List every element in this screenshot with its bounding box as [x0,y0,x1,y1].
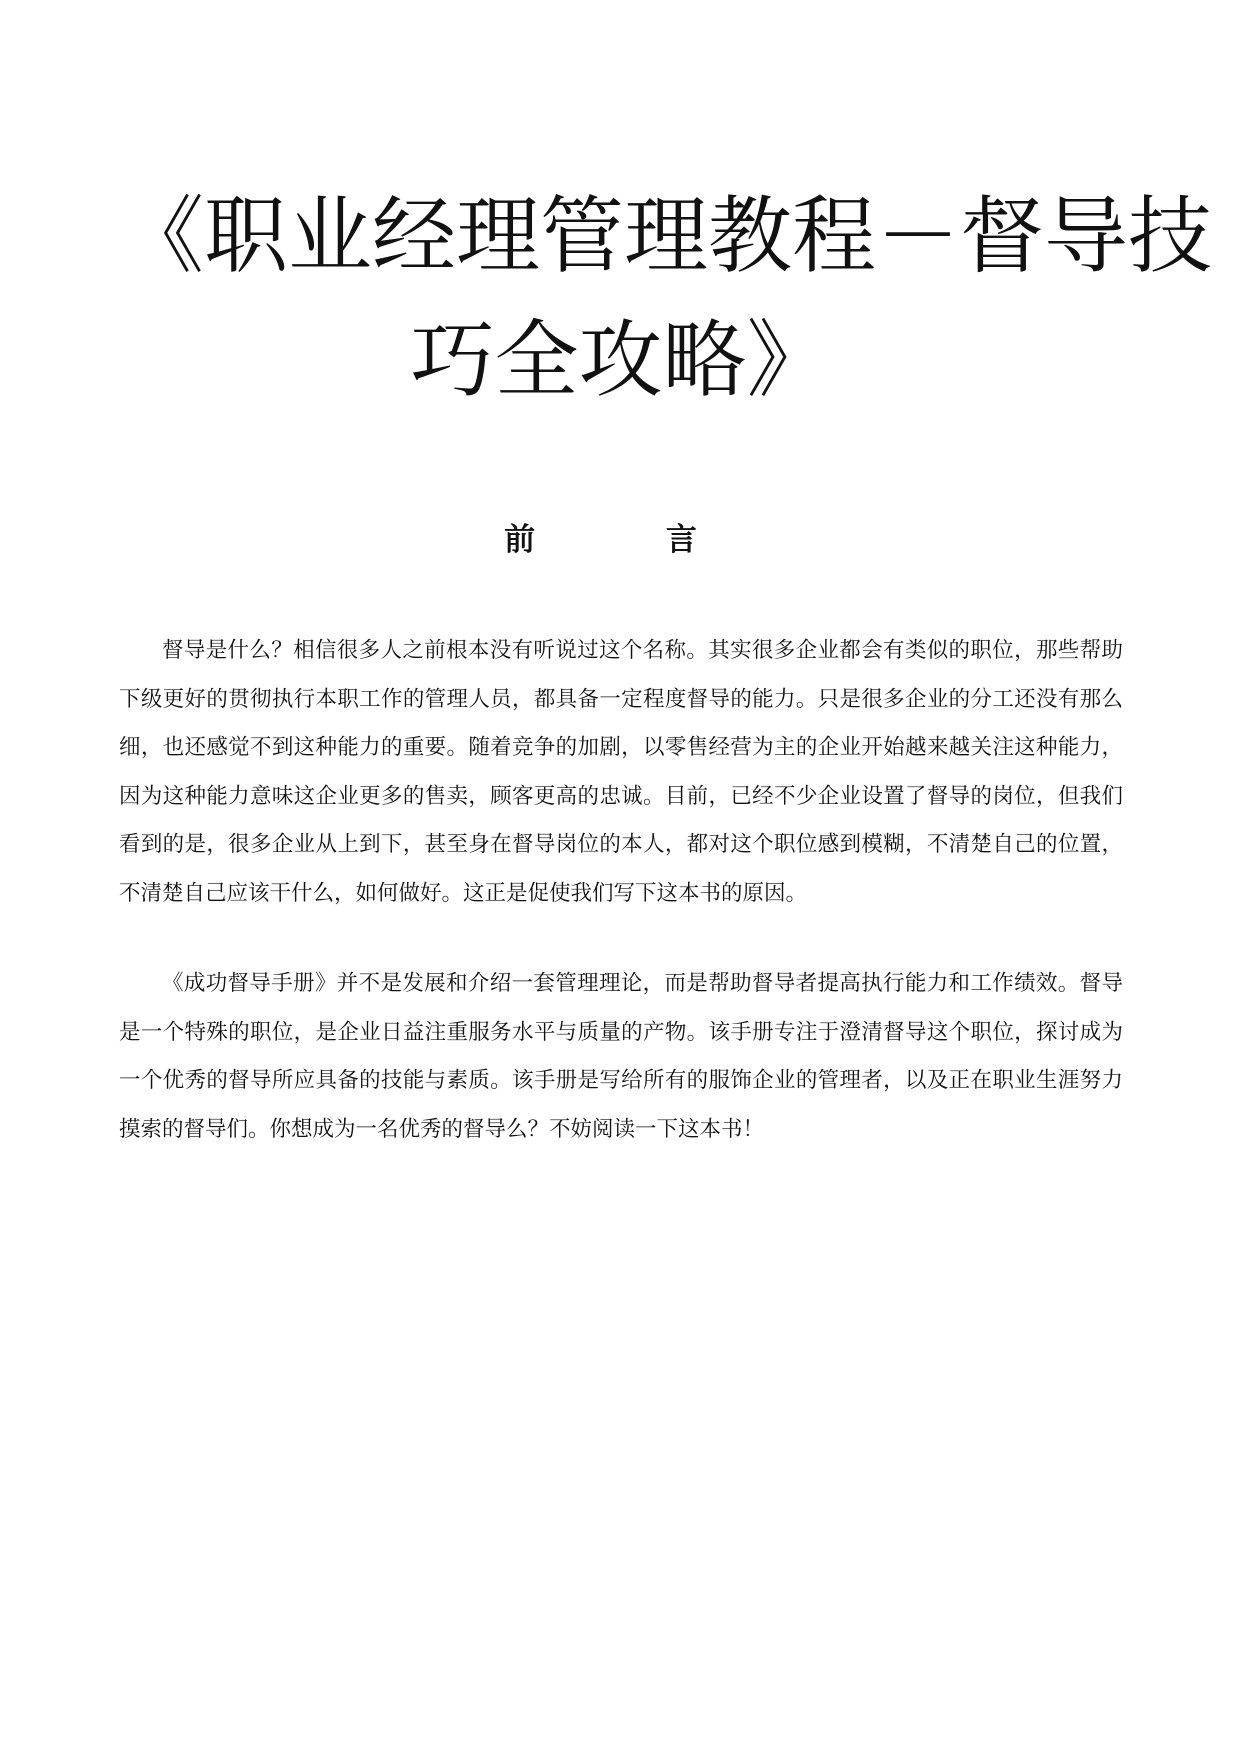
preface-paragraph-1: 督导是什么？相信很多人之前根本没有听说过这个名称。其实很多企业都会有类似的职位，那些帮助下级更好的贯彻执行本职工作的管理人员，都具备一定程度督导的能力。只是很多企业的分工还没有那么细，也还感觉不到这种能力的重要。随着竞争的加剧，以零售经营为主的企业开始越来越关注这种能力，因为这种能力意味这企业更多的售卖，顾客更高的忠诚。目前，已经不少企业设置了督导的岗位，但我们看到的是，很多企业从上到下，甚至身在督导岗位的本人，都对这个职位感到模糊，不清楚自己的位置，不清楚自己应该干什么，如何做好。这正是促使我们写下这本书的原因。 [119,638,1123,906]
document-title-line-2: 巧全攻略》 [410,311,831,409]
preface-paragraph-2: 《成功督导手册》并不是发展和介绍一套管理理论，而是帮助督导者提高执行能力和工作绩效。督导是一个特殊的职位，是企业日益注重服务水平与质量的产物。该手册专注于澄清督导这个职位，探讨成为一个优秀的督导所应具备的技能与素质。该手册是写给所有的服饰企业的管理者，以及正在职业生涯努力摸索的督导们。你想成为一名优秀的督导么？不妨阅读一下这本书！ [119,971,1123,1142]
preface-heading: 前 言 [504,522,737,558]
document-title-line-1: 《职业经理管理教程－督导技 [120,187,1213,285]
